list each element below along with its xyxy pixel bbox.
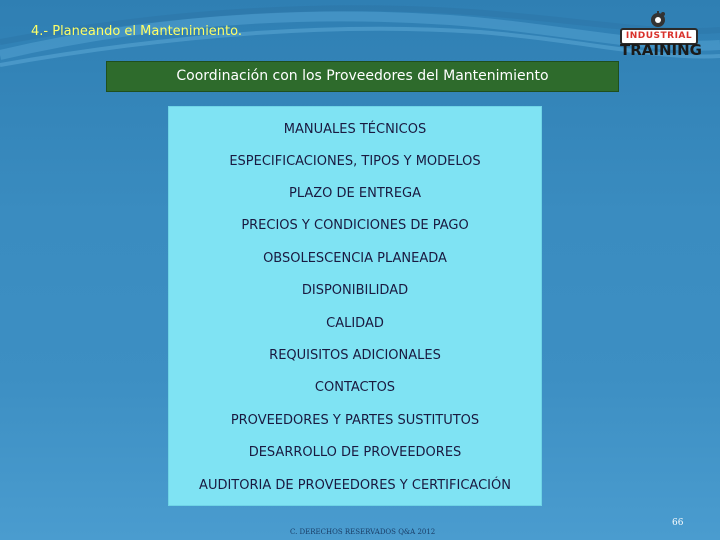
- list-item: PRECIOS Y CONDICIONES DE PAGO: [241, 218, 469, 233]
- section-banner: Coordinación con los Proveedores del Mantenimiento: [106, 61, 619, 92]
- gear-person-icon: [648, 10, 668, 28]
- slide-title: 4.- Planeando el Mantenimiento.: [31, 24, 243, 39]
- list-item: MANUALES TÉCNICOS: [283, 122, 427, 137]
- topics-panel: [168, 106, 542, 506]
- logo-bottom-text: TRAINING: [620, 41, 702, 59]
- list-item: OBSOLESCENCIA PLANEADA: [263, 251, 447, 266]
- list-item: ESPECIFICACIONES, TIPOS Y MODELOS: [229, 154, 481, 169]
- copyright-footer: C. DERECHOS RESERVADOS Q&A 2012: [290, 528, 436, 536]
- page-number: 66: [672, 518, 684, 528]
- list-item: AUDITORIA DE PROVEEDORES Y CERTIFICACIÓN: [199, 478, 511, 493]
- list-item: CONTACTOS: [314, 380, 396, 395]
- list-item: PROVEEDORES Y PARTES SUSTITUTOS: [230, 413, 480, 428]
- logo-top-text: INDUSTRIAL: [620, 28, 698, 45]
- industrial-training-logo: [618, 10, 702, 59]
- list-item: REQUISITOS ADICIONALES: [269, 348, 441, 363]
- list-item: CALIDAD: [326, 316, 384, 331]
- list-item: PLAZO DE ENTREGA: [289, 186, 421, 201]
- list-item: DESARROLLO DE PROVEEDORES: [248, 445, 462, 460]
- list-item: DISPONIBILIDAD: [301, 283, 409, 298]
